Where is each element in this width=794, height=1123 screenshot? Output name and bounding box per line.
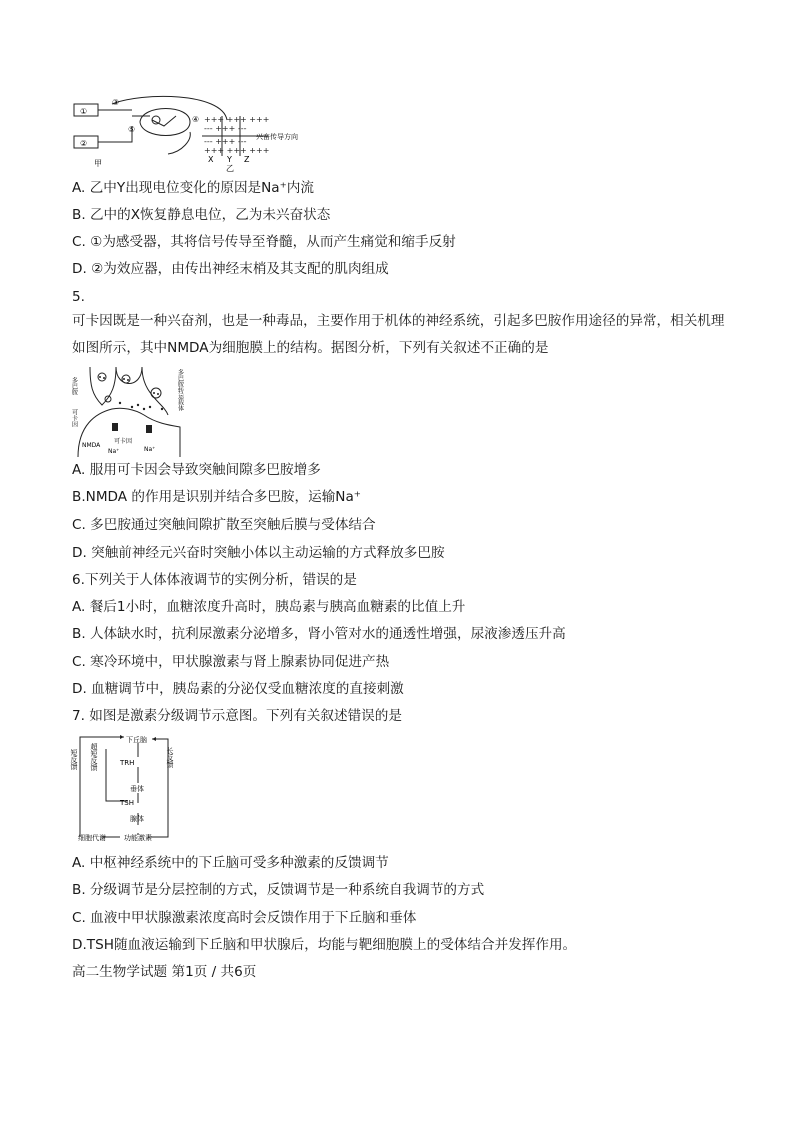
q4-option-a: A. 乙中Y出现电位变化的原因是Na⁺内流 xyxy=(72,180,314,196)
reflex-arc-figure xyxy=(72,96,342,172)
marker-5: ⑤ xyxy=(128,125,136,134)
q7-option-b: B. 分级调节是分层控制的方式，反馈调节是一种系统自我调节的方式 xyxy=(72,882,485,898)
zone-y: Y xyxy=(227,155,232,164)
q6-option-d: D. 血糖调节中，胰岛素的分泌仅受血糖浓度的直接刺激 xyxy=(72,681,404,697)
q6-option-b: B. 人体缺水时，抗利尿激素分泌增多，肾小管对水的通透性增强，尿液渗透压升高 xyxy=(72,626,566,642)
node-pituitary: 垂体 xyxy=(130,785,144,793)
zone-z: Z xyxy=(244,155,250,164)
svg-text:--- +++ ---: --- +++ --- xyxy=(204,124,247,133)
q5-option-b: B.NMDA 的作用是识别并结合多巴胺，运输Na⁺ xyxy=(72,489,361,505)
label-ultra-short-feedback: 超短反馈 xyxy=(90,743,98,771)
label-transporter: 多巴胺转运载体 xyxy=(176,369,184,411)
q5-option-a: A. 服用可卡因会导致突触间隙多巴胺增多 xyxy=(72,462,321,478)
label-long-feedback: 长反馈 xyxy=(166,747,174,768)
arrow-label: 兴奋传导方向 xyxy=(256,133,298,141)
label-short-feedback: 短反馈 xyxy=(70,749,78,770)
q7-option-d: D.TSH随血液运输到下丘脑和甲状腺后，均能与靶细胞膜上的受体结合并发挥作用。 xyxy=(72,937,577,953)
q5-stem: 可卡因既是一种兴奋剂，也是一种毒品，主要作用于机体的神经系统，引起多巴胺作用途径的异常，相关机理如图所示，其中NMDA为细胞膜上的结构。据图分析，下列有关叙述不正确的是 xyxy=(72,313,725,356)
q5-number: 5. xyxy=(72,289,85,305)
svg-text:+++ +++ +++: +++ +++ +++ xyxy=(204,115,270,124)
q7-stem: 7. 如图是激素分级调节示意图。下列有关叙述错误的是 xyxy=(72,708,402,724)
q5-option-d: D. 突触前神经元兴奋时突触小体以主动运输的方式释放多巴胺 xyxy=(72,545,445,561)
label-na-2: Na⁺ xyxy=(144,446,156,453)
q4-option-d: D. ②为效应器，由传出神经末梢及其支配的肌肉组成 xyxy=(72,261,389,277)
page-footer: 高二生物学试题 第1页 / 共6页 xyxy=(72,964,257,980)
q4-option-c: C. ①为感受器，其将信号传导至脊髓，从而产生痛觉和缩手反射 xyxy=(72,234,456,250)
node-trh: TRH xyxy=(120,759,135,767)
label-na-1: Na⁺ xyxy=(108,448,120,455)
q6-option-c: C. 寒冷环境中，甲状腺激素与肾上腺素协同促进产热 xyxy=(72,654,390,670)
q7-option-a: A. 中枢神经系统中的下丘脑可受多种激素的反馈调节 xyxy=(72,855,389,871)
marker-4: ④ xyxy=(192,115,200,124)
zone-x: X xyxy=(208,155,214,164)
node-metabolism: 细胞代谢 xyxy=(78,834,106,842)
label-dopamine: 多巴胺 xyxy=(70,377,78,395)
label-cocaine: 可卡因 xyxy=(70,409,78,427)
svg-text:+++ +++ +++: +++ +++ +++ xyxy=(204,146,270,155)
marker-1: ① xyxy=(80,107,88,116)
synapse-figure xyxy=(72,365,188,457)
q6-option-a: A. 餐后1小时，血糖浓度升高时，胰岛素与胰高血糖素的比值上升 xyxy=(72,599,466,615)
label-nmda: NMDA xyxy=(82,442,101,449)
marker-3: ③ xyxy=(112,98,120,107)
label-cocaine-2: 可卡因 xyxy=(114,438,133,445)
svg-text:--- +++ ---: --- +++ --- xyxy=(204,137,247,146)
q5-option-c: C. 多巴胺通过突触间隙扩散至突触后膜与受体结合 xyxy=(72,517,376,533)
hormone-regulation-figure xyxy=(72,733,182,849)
q4-option-b: B. 乙中的X恢复静息电位，乙为未兴奋状态 xyxy=(72,207,331,223)
q7-option-c: C. 血液中甲状腺激素浓度高时会反馈作用于下丘脑和垂体 xyxy=(72,910,417,926)
label-yi: 乙 xyxy=(226,164,234,173)
marker-2: ② xyxy=(80,139,88,148)
node-tsh: TSH xyxy=(120,799,134,807)
node-hypothalamus: 下丘脑 xyxy=(126,736,147,744)
q6-stem: 6.下列关于人体体液调节的实例分析，错误的是 xyxy=(72,572,357,588)
label-jia: 甲 xyxy=(94,159,102,168)
node-gland: 腺体 xyxy=(130,815,144,823)
node-hormone: 功能激素 xyxy=(124,834,152,842)
